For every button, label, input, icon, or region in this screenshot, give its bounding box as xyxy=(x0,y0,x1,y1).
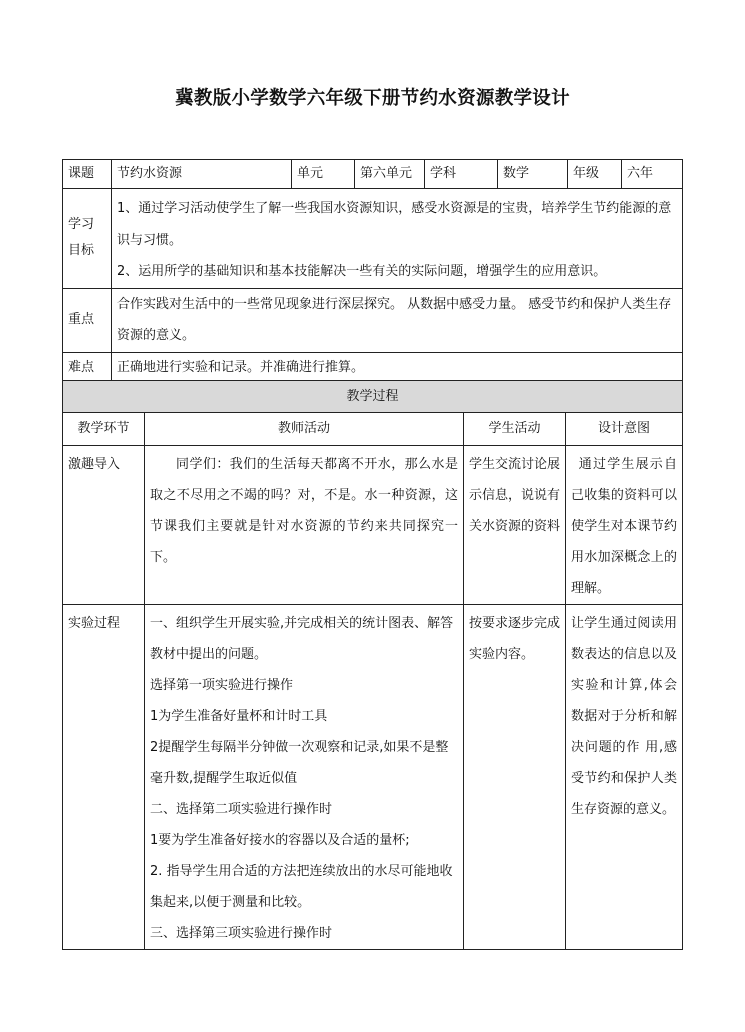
subject-value: 数学 xyxy=(498,160,568,189)
topic-label: 课题 xyxy=(63,160,112,189)
column-header: 教师活动 xyxy=(145,413,464,446)
teacher-paragraph: 1要为学生准备好接水的容器以及合适的量杯; xyxy=(150,833,410,848)
goal-item: 2、运用所学的基础知识和基本技能解决一些有关的实际问题，增强学生的应用意识。 xyxy=(117,264,607,279)
grade-value: 六年 xyxy=(622,160,683,189)
table-row xyxy=(63,605,683,950)
goals-label-line2: 目标 xyxy=(68,243,95,259)
difficulty-label: 难点 xyxy=(63,352,112,384)
column-header: 教学环节 xyxy=(63,413,145,446)
teacher-paragraph: 2提醒学生每隔半分钟做一次观察和记录,如果不是整毫升数,提醒学生取近似值 xyxy=(150,740,449,786)
stage-cell: 激趣导入 xyxy=(63,446,145,605)
difficulty-text: 正确地进行实验和记录。并准确进行推算。 xyxy=(112,352,683,384)
teacher-cell xyxy=(145,446,464,605)
unit-value: 第六单元 xyxy=(355,160,425,189)
teacher-cell xyxy=(145,605,464,950)
goal-item: 1、通过学习活动使学生了解一些我国水资源知识，感受水资源是的宝贵，培养学生节约能源的意识与习惯。 xyxy=(117,201,672,248)
teacher-paragraph: 1为学生准备好量杯和计时工具 xyxy=(150,709,328,724)
key-text: 合作实践对生活中的一些常见现象进行深层探究。 从数据中感受力量。 感受节约和保护人类生存资源的意义。 xyxy=(112,288,683,352)
teacher-paragraph: 2. 指导学生用合适的方法把连续放出的水尽可能地收集起来,以便于测量和比较。 xyxy=(150,864,453,910)
teacher-paragraph: 三、选择第三项实验进行操作时 xyxy=(150,926,333,941)
student-cell: 学生交流讨论展示信息，说说有关水资源的资料 xyxy=(464,446,566,605)
teacher-paragraph: 选择第一项实验进行操作 xyxy=(150,678,294,693)
teacher-paragraph: 同学们：我们的生活每天都离不开水，那么水是取之不尽用之不竭的吗？对，不是。水一种资源，这节课我们主要就是针对水资源的节约来共同探究一下。 xyxy=(150,457,458,565)
teacher-paragraph: 一、组织学生开展实验,并完成相关的统计图表、解答教材中提出的问题。 xyxy=(150,616,454,662)
intent-cell: 让学生通过阅读用数表达的信息以及实验和计算,体会数据对于分析和解决问题的作 用,感受节约和保护人类生存资源的意义。 xyxy=(566,605,683,950)
table-row xyxy=(63,446,683,605)
teacher-paragraph: 二、选择第二项实验进行操作时 xyxy=(150,802,333,817)
stage-cell: 实验过程 xyxy=(63,605,145,950)
key-label: 重点 xyxy=(63,288,112,352)
grade-label: 年级 xyxy=(568,160,622,189)
unit-label: 单元 xyxy=(292,160,355,189)
subject-label: 学科 xyxy=(425,160,498,189)
student-cell: 按要求逐步完成实验内容。 xyxy=(464,605,566,950)
column-header: 设计意图 xyxy=(566,413,683,446)
info-table xyxy=(62,159,683,385)
goals-label-line1: 学习 xyxy=(68,217,95,233)
document-title: 冀教版小学数学六年级下册节约水资源教学设计 xyxy=(175,88,570,109)
intent-cell: 通过学生展示自己收集的资料可以使学生对本课节约用水加深概念上的理解。 xyxy=(566,446,683,605)
goals-cell xyxy=(112,189,683,289)
column-header: 学生活动 xyxy=(464,413,566,446)
process-table xyxy=(62,380,683,950)
process-heading: 教学过程 xyxy=(63,381,683,413)
topic-value: 节约水资源 xyxy=(112,160,292,189)
goals-label xyxy=(63,189,112,289)
